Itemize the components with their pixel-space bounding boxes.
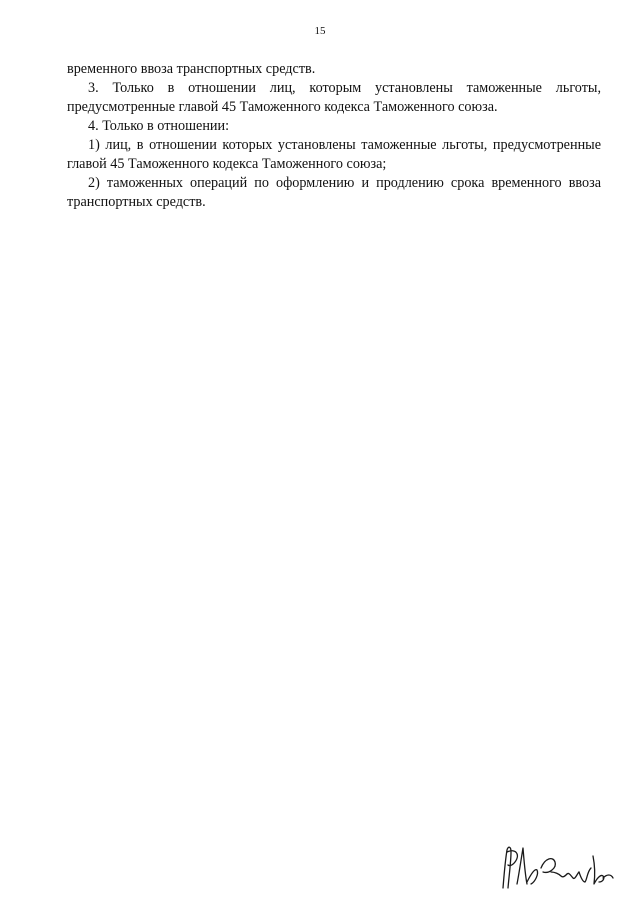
paragraph-subitem-1: 1) лиц, в отношении которых установлены таможенные льготы, предусмотренные главой 45 Таможенного кодекса Таможенного союза; [67, 137, 601, 172]
paragraph-continuation: временного ввоза транспортных средств. [67, 61, 316, 77]
page-number: 15 [314, 25, 326, 37]
paragraph-subitem-2: 2) таможенных операций по оформлению и продлению срока временного ввоза транспортных средств. [67, 175, 601, 210]
paragraph-item-3: 3. Только в отношении лиц, которым установлены таможенные льготы, предусмотренные главой 45 Таможенного кодекса Таможенного союза. [67, 80, 601, 115]
document-body [67, 60, 601, 212]
paragraph-item-4: 4. Только в отношении: [88, 118, 230, 134]
handwritten-signature [497, 838, 617, 894]
